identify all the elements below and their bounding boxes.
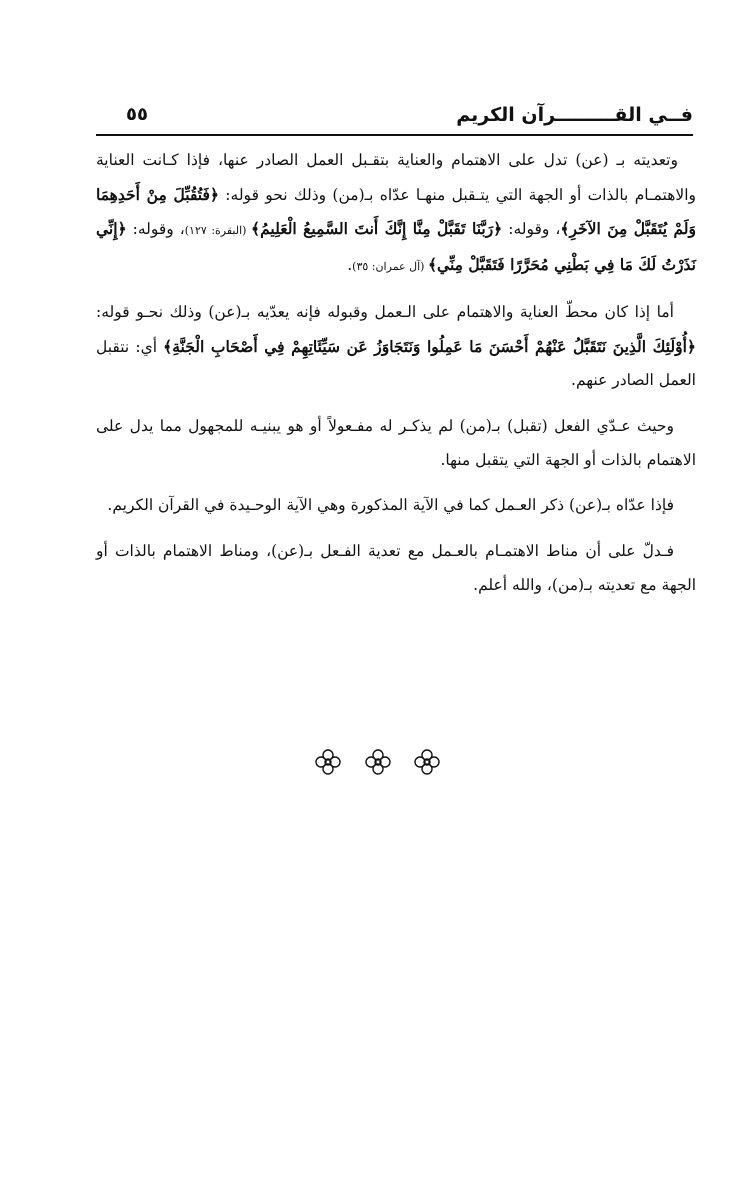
quran-verse: ﴿رَبَّنَا تَقَبَّلْ مِنَّا إِنَّكَ أَنتَ السَّمِيعُ الْعَلِيمُ﴾ — [251, 219, 503, 239]
paragraph-text: أي: نتقبل العمل الصادر عنهم. — [96, 337, 696, 390]
paragraph-5: فـدلّ على أن مناط الاهتمـام بالعـمل مع تعدية الفـعل بـ(عن)، ومناط الاهتمام بالذات أو الجهة مع تعديته بـ(من)، والله أعلم. — [96, 542, 696, 594]
paragraph-2 — [96, 296, 696, 398]
flower-ornament-icon — [413, 748, 441, 776]
quran-verse: ﴿فَتُقُبِّلَ مِنْ أَحَدِهِمَا وَلَمْ يُتَقَبَّلْ مِنَ الآخَرِ﴾ — [96, 184, 696, 239]
page-header — [96, 104, 693, 134]
paragraph-3: وحيث عـدّي الفعل (تقبل) بـ(من) لم يذكـر له مفـعولاً أو هو يبنيـه للمجهول مما يدل على الاهتمام بالذات أو الجهة التي يتقبل منها. — [96, 416, 696, 469]
paragraph-text: ، وقوله: — [502, 220, 561, 239]
header-divider — [96, 134, 693, 136]
quran-verse: ﴿أُوْلَئِكَ الَّذِينَ نَتَقَبَّلُ عَنْهُمْ أَحْسَنَ مَا عَمِلُوا وَنَتَجَاوَزُ عَن سَيِّئَاتِهِمْ فِي أَصْحَابِ الْجَنَّةِ﴾ — [163, 336, 696, 356]
book-title: فــي القـــــــــرآن الكريم — [456, 104, 693, 126]
section-end-ornaments — [0, 748, 755, 776]
verse-reference: (آل عمران: ٣٥) — [352, 260, 428, 274]
flower-ornament-icon — [364, 748, 392, 776]
paragraph-text: . — [347, 256, 353, 275]
paragraph-text: وتعديته بـ (عن) تدل على الاهتمام والعناية بتقـبل العمل الصادر عنها، فإذا كـانت العناية والاهتمـام بالذات أو الجهة التي يتـقبل منهـا عدّاه بـ(من) وذلك نحو قوله: — [96, 151, 696, 204]
paragraph-text: أما إذا كان محطّ العناية والاهتمام على الـعمل وقبوله فإنه يعدّيه بـ(عن) وذلك نحـو قوله: — [96, 302, 674, 321]
flower-ornament-icon — [314, 748, 342, 776]
page-body — [96, 144, 696, 614]
paragraph-4: فإذا عدّاه بـ(عن) ذكر العـمل كما في الآية المذكورة وهي الآية الوحـيدة في القرآن الكريم. — [107, 496, 674, 515]
paragraph-1 — [96, 144, 696, 284]
page-number: ٥٥ — [126, 104, 148, 125]
quran-verse: ﴿إِنِّي نَذَرْتُ لَكَ مَا فِي بَطْنِي مُحَرَّرًا فَتَقَبَّلْ مِنِّي﴾ — [96, 219, 696, 275]
verse-reference: (البقرة: ١٢٧) — [184, 224, 252, 238]
paragraph-text: ، وقوله: — [126, 220, 185, 239]
